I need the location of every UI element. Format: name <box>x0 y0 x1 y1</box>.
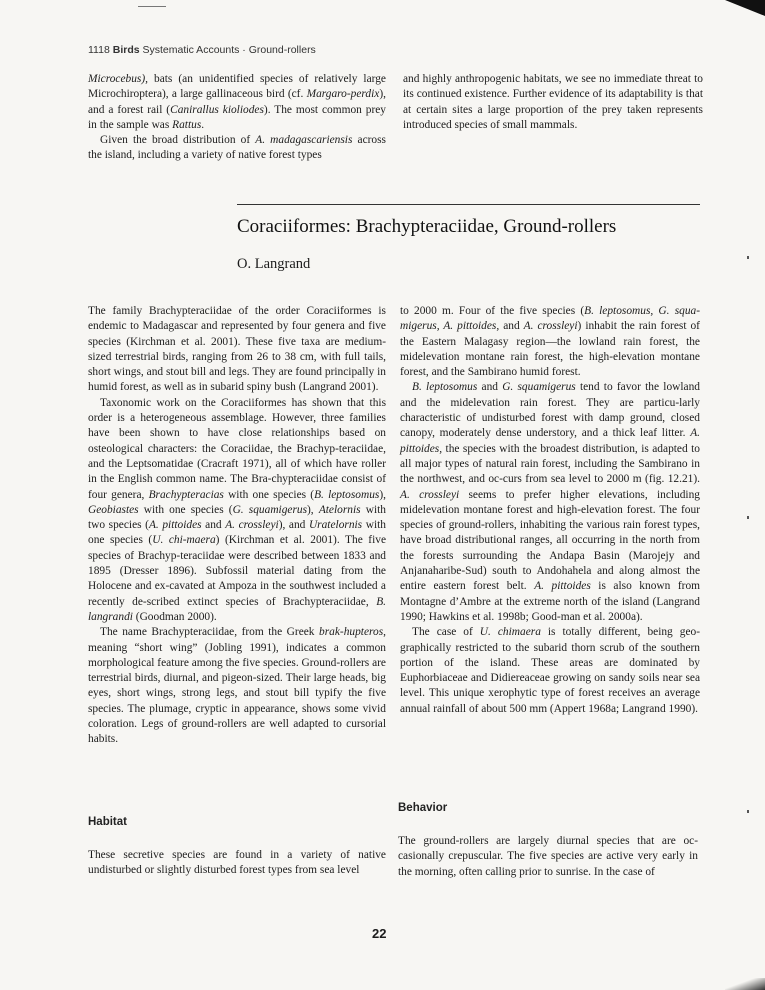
section-heading-habitat: Habitat <box>88 816 127 828</box>
running-head <box>88 44 316 56</box>
page-number: 22 <box>372 926 387 941</box>
body-left-column: The family Brachypteraciidae of the order Coraciiformes is endemic to Madagascar and represented by four genera and five species (Kirchman et al. 2001). These five taxa are medium-sized terrestrial birds, ranging from 26 to 38 cm, with full tails, short wings, and stout bill and legs. They are found principally in humid forest, as well as in subarid spiny bush (Langrand 2001). Taxonomic work on the Coraciiformes has shown that this order is a heterogeneous assemblage. However, three families have been shown to have close relationships based on osteological characters: the Coraciidae, the Brachyp-teraciidae, and the Leptsomatidae (Cracraft 1971), all of which have roller in the English common name. The Bra-chypteraciidae consist of four genera, Brachypteracias with one species (B. leptosomus), Geobiastes with one species (G. squamigerus), Atelornis with two species (A. pittoides and A. crossleyi), and Uratelornis with one species (U. chi-maera) (Kirchman et al. 2001). The five species of Brachyp-teraciidae were described between 1833 and 1895 (Dresser 1896). Subfossil material dating from the Holocene and ex-cavated at Ampoza in the southwest included a recently de-scribed extinct species of Brachypteraciidae, B. langrandi (Goodman 2000). The name Brachypteraciidae, from the Greek brak-hupteros, meaning “short wing” (Jobling 1991), indicates a common morphological feature among the five species. Ground-rollers are terrestrial birds, diurnal, and pigeon-sized. Their large heads, big eyes, short wings, strong legs, and stout bill typify the five species. The plumage, cryptic in appearance, shows some vivid coloration. Legs of ground-rollers are well adapted to cursorial habits. <box>88 305 386 746</box>
running-head-page: 1118 <box>88 44 110 56</box>
running-head-section: Birds <box>112 44 140 56</box>
scan-mark <box>747 256 749 259</box>
behavior-text: The ground-rollers are largely diurnal species that are oc-casionally crepuscular. The five species are active very early in the morning, often calling prior to sunrise. In the case of <box>398 835 698 878</box>
chapter-title: Coraciiformes: Brachypteraciidae, Ground-rollers <box>237 216 617 237</box>
scan-mark <box>138 6 166 7</box>
chapter-divider <box>237 204 700 205</box>
previous-article-right-column: and highly anthropogenic habitats, we see no immediate threat to its continued existence. Further evidence of its adaptability is that at certain sites a large proportion of the prey taken represents introduced species of small mammals. <box>403 73 703 131</box>
body-right-column: to 2000 m. Four of the five species (B. leptosomus, G. squa-migerus, A. pittoides, and A. crossleyi) inhabit the rain forest of the Eastern Malagasy region—the lowland rain forest, the midelevation montane rain forest, the high-elevation montane forest, and the Sambirano humid forest. B. leptosomus and G. squamigerus tend to favor the lowland and the midelevation rain forest. They are particu-larly characteristic of undisturbed forest with damp ground, closed canopy, moderately dense understory, and a thick leaf litter. A. pittoides, the species with the broadest distribution, is adapted to all major types of natural rain forest, including the Sambirano in the northwest, and oc-curs from sea level to 2000 m (fig. 12.21). A. crossleyi seems to prefer higher elevations, including midelevation montane forest and high-elevation forest. The four species of ground-rollers, inhabiting the various rain forest types, have broad distributional ranges, all occurring in the north from the forests surrounding the Andapa Basin (Marojejy and Anjanaharibe-Sud) south to Andohahela and along almost the entire eastern forest belt. A. pittoides is also known from Montagne d’Ambre at the extreme north of the island (Langrand 1990; Hawkins et al. 1998b; Good-man et al. 2000a). The case of U. chimaera is totally different, being geo-graphically restricted to the subarid thorn scrub of the southern portion of the island. These areas are dominated by Euphorbiaceae and Didiereaceae growing on sandy soils near sea level. This unique xerophytic type of forest receives an average annual rainfall of about 500 mm (Appert 1968a; Langrand 1990). <box>400 305 701 715</box>
scan-mark <box>747 516 749 519</box>
habitat-text: These secretive species are found in a variety of native undisturbed or slightly disturbed forest types from sea level <box>88 849 386 877</box>
scan-mark <box>747 810 749 813</box>
author: O. Langrand <box>237 256 311 272</box>
scan-edge-shadow <box>725 978 765 990</box>
scan-edge-shadow <box>725 0 765 16</box>
section-heading-behavior: Behavior <box>398 802 448 814</box>
running-head-rest: Systematic Accounts · Ground-rollers <box>142 44 316 56</box>
previous-article-left-column: Microcebus), bats (an unidentified species of relatively large Microchiroptera), a large gallinaceous bird (cf. Margaro-perdix), and a forest rail (Canirallus kioliodes). The most common prey in the sample was Rattus. Given the broad distribution of A. madagascariensis across the island, including a variety of native forest types <box>88 73 386 162</box>
